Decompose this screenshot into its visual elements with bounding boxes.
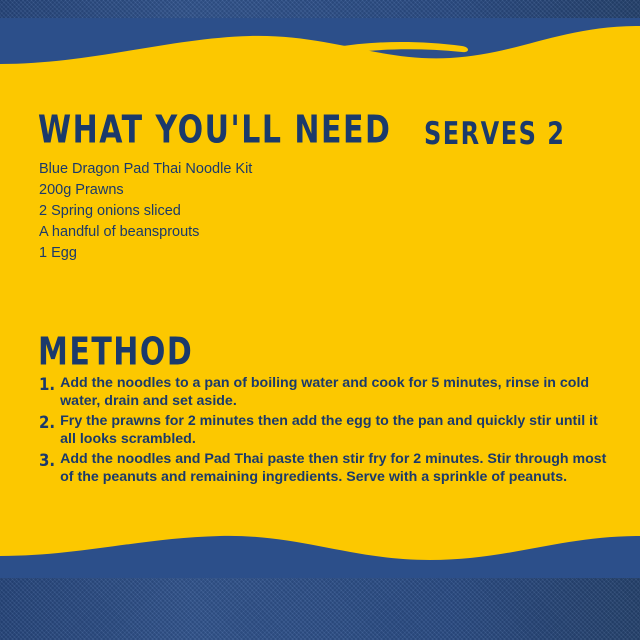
list-item <box>39 451 609 486</box>
method-steps <box>39 375 609 489</box>
method-heading: METHOD <box>38 330 194 375</box>
list-item <box>39 375 609 410</box>
step-text: Add the noodles to a pan of boiling water and cook for 5 minutes, rinse in cold water, drain and set aside. <box>60 375 590 409</box>
list-item: 2 Spring onions sliced <box>39 203 181 219</box>
step-number: 1. <box>39 373 56 395</box>
ingredients-heading: WHAT YOU'LL NEED <box>38 108 392 153</box>
step-text: Fry the prawns for 2 minutes then add the egg to the pan and quickly stir until it all looks scrambled. <box>60 413 598 447</box>
ingredients-list <box>39 159 459 264</box>
list-item: A handful of beansprouts <box>39 224 200 240</box>
step-number: 3. <box>39 449 56 471</box>
serves-label: SERVES 2 <box>424 116 566 152</box>
list-item: 200g Prawns <box>39 182 124 198</box>
list-item: Blue Dragon Pad Thai Noodle Kit <box>39 161 253 177</box>
step-text: Add the noodles and Pad Thai paste then stir fry for 2 minutes. Stir through most of the peanuts and remaining ingredients. Serve with a sprinkle of peanuts. <box>60 451 607 485</box>
step-number: 2. <box>39 411 56 433</box>
list-item <box>39 413 609 448</box>
list-item: 1 Egg <box>39 245 77 261</box>
